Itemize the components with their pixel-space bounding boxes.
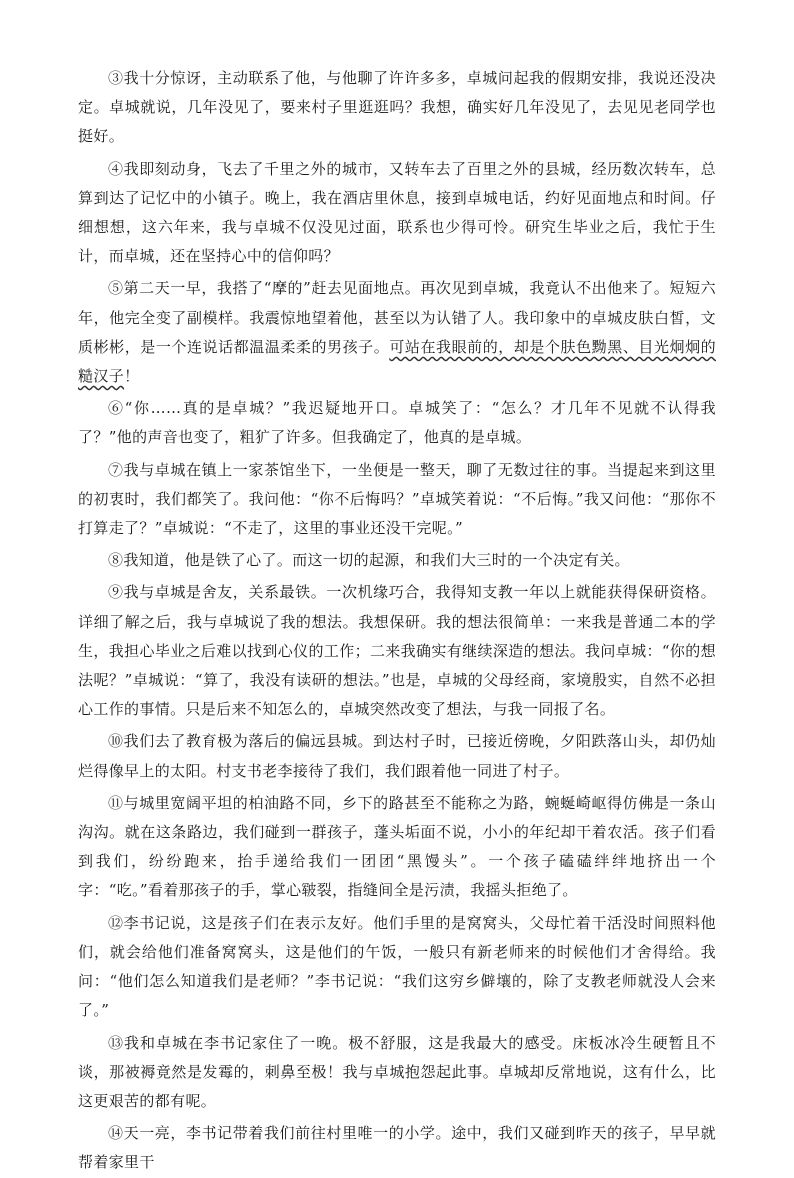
paragraph-10: ⑩我们去了教育极为落后的偏远县城。到达村子时，已接近傍晚，夕阳跌落山头，却仍灿烂得像早上的太阳。村支书老李接待了我们，我们跟着他一同进了村子。 (78, 732, 716, 780)
paragraph-12: ⑫李书记说，这是孩子们在表示友好。他们手里的是窝窝头，父母忙着干活没时间照料他们，就会给他们准备窝窝头，这是他们的午饭，一般只有新老师来的时候他们才舍得给。我问：“他们怎么知道我们是老师？”李书记说：“我们这穷乡僻壤的，除了支教老师就没人会来了。” (78, 913, 716, 1020)
paragraph-11: ⑪与城里宽阔平坦的柏油路不同，乡下的路甚至不能称之为路，蜿蜒崎岖得仿佛是一条山沟沟。就在这条路边，我们碰到一群孩子，蓬头垢面不说，小小的年纪却干着农活。孩子们看到我们，纷纷跑来，抬手递给我们一团团“黑馒头”。一个孩子磕磕绊绊地挤出一个字：“吃。”看着那孩子的手，掌心皲裂，指缝间全是污渍，我摇头拒绝了。 (78, 793, 716, 900)
wavy-underlined-sentence: 可站在我眼前的，却是个肤色黝黑、目光炯炯的糙汉子 (78, 337, 716, 386)
paragraph-8: ⑧我知道，他是铁了心了。而这一切的起源，和我们大三时的一个决定有关。 (108, 551, 630, 570)
paragraph-3: ③我十分惊讶，主动联系了他，与他聊了许许多多，卓城问起我的假期安排，我说还没决定。卓城就说，几年没见了，要来村子里逛逛吗？我想，确实好几年没见了，去见见老同学也挺好。 (78, 69, 716, 146)
paragraph-14: ⑭天一亮，李书记带着我们前往村里唯一的小学。途中，我们又碰到昨天的孩子，早早就帮着家里干 (78, 1124, 716, 1172)
paragraph-6: ⑥“你……真的是卓城？”我迟疑地开口。卓城笑了：“怎么？才几年不见就不认得我了？”他的声音也变了，粗犷了许多。但我确定了，他真的是卓城。 (78, 399, 716, 447)
paragraph-5-text: ⑤第二天一早，我搭了“摩的”赶去见面地点。再次见到卓城，我竟认不出他来了。短短六年，他完全变了副模样。我震惊地望着他，甚至以为认错了人。我印象中的卓城皮肤白皙，文质彬彬，是一个连说话都温温柔柔的男孩子。 (78, 279, 716, 356)
paragraph-4: ④我即刻动身，飞去了千里之外的城市，又转车去了百里之外的县城，经历数次转车，总算到达了记忆中的小镇子。晚上，我在酒店里休息，接到卓城电话，约好见面地点和时间。仔细想想，这六年来，我与卓城不仅没见过面，联系也少得可怜。研究生毕业之后，我忙于生计，而卓城，还在坚持心中的信仰吗？ (78, 159, 716, 266)
paragraph-9: ⑨我与卓城是舍友，关系最铁。一次机缘巧合，我得知支教一年以上就能获得保研资格。详细了解之后，我与卓城说了我的想法。我想保研。我的想法很简单：一来我是普通二本的学生，我担心毕业之后难以找到心仪的工作；二来我确实有继续深造的想法。我问卓城：“你的想法呢？”卓城说：“算了，我没有读研的想法。”也是，卓城的父母经商，家境殷实，自然不必担心工作的事情。只是后来不知怎么的，卓城突然改变了想法，与我一同报了名。 (78, 583, 716, 719)
paragraph-7: ⑦我与卓城在镇上一家茶馆坐下，一坐便是一整天，聊了无数过往的事。当提起来到这里的初衷时，我们都笑了。我问他：“你不后悔吗？”卓城笑着说：“不后悔。”我又问他：“那你不打算走了？”卓城说：“不走了，这里的事业还没干完呢。” (78, 460, 716, 538)
paragraph-5 (78, 274, 716, 391)
paragraph-13: ⑬我和卓城在李书记家住了一晚。极不舒服，这是我最大的感受。床板冰冷生硬暂且不谈，那被褥竟然是发霉的，刺鼻至极！我与卓城抱怨起此事。卓城却反常地说，这有什么，比这更艰苦的都有呢。 (78, 1033, 716, 1110)
paragraph-5-end: ！ (124, 367, 140, 386)
